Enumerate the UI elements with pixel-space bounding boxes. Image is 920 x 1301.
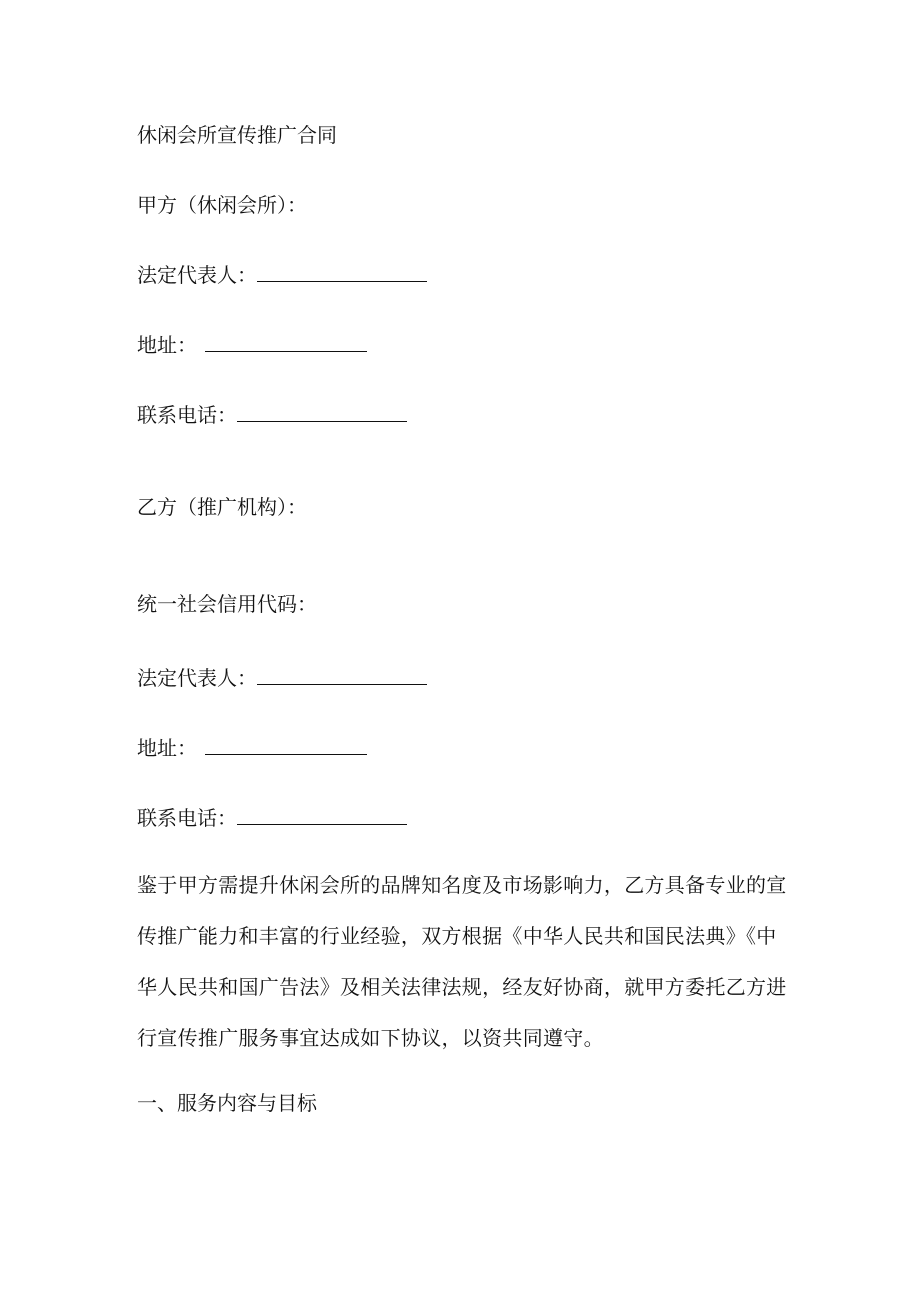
section-1-title: 一、服务内容与目标 [137, 1091, 317, 1115]
party-a-heading: 甲方（休闲会所）： [137, 193, 307, 217]
party-b-representative-label: 法定代表人： [137, 666, 257, 690]
party-b-address-field [137, 736, 367, 760]
party-a-phone-field [137, 403, 407, 427]
preamble-line: 传推广能力和丰富的行业经验，双方根据《中华人民共和国民法典》《中 [137, 924, 777, 948]
party-a-phone-blank [237, 403, 407, 422]
party-b-address-blank [205, 736, 367, 755]
party-a-representative-field [137, 263, 427, 287]
preamble-line: 鉴于甲方需提升休闲会所的品牌知名度及市场影响力，乙方具备专业的宣 [137, 873, 787, 897]
party-a-representative-blank [257, 263, 427, 282]
preamble-paragraph [137, 860, 787, 1064]
party-b-representative-blank [257, 666, 427, 685]
party-b-representative-field [137, 666, 427, 690]
party-a-address-field [137, 333, 367, 357]
party-b-heading: 乙方（推广机构）： [137, 495, 307, 519]
preamble-line: 行宣传推广服务事宜达成如下协议，以资共同遵守。 [137, 1026, 604, 1050]
party-b-credit-code-label: 统一社会信用代码： [137, 592, 317, 616]
party-b-address-label: 地址： [137, 736, 197, 760]
party-b-phone-field [137, 806, 407, 830]
party-b-phone-blank [237, 806, 407, 825]
party-a-address-label: 地址： [137, 333, 197, 357]
party-a-phone-label: 联系电话： [137, 403, 237, 427]
party-b-phone-label: 联系电话： [137, 806, 237, 830]
party-a-address-blank [205, 333, 367, 352]
party-a-representative-label: 法定代表人： [137, 263, 257, 287]
document-title: 休闲会所宣传推广合同 [137, 123, 337, 147]
preamble-line: 华人民共和国广告法》及相关法律法规，经友好协商，就甲方委托乙方进 [137, 975, 787, 999]
